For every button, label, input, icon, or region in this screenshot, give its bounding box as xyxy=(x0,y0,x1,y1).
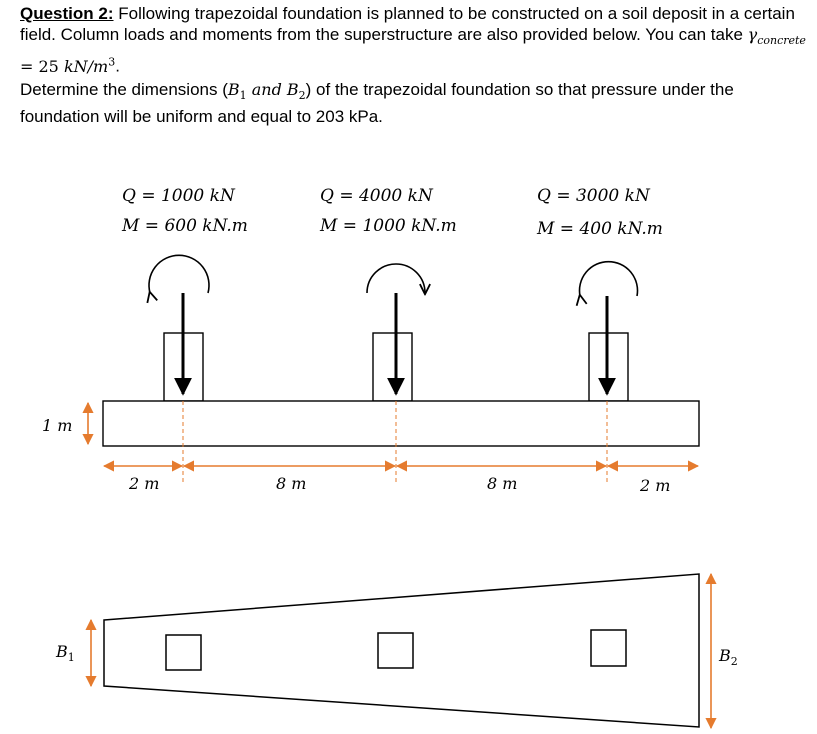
b1-label: $B_1$ xyxy=(56,642,75,664)
column-1-moment: M = 600 kN.m xyxy=(122,216,248,236)
b2-label: $B_2$ xyxy=(719,646,738,668)
b2-symbol: $B_2$ xyxy=(286,79,306,102)
column-3-plan xyxy=(591,630,626,666)
question-paragraph-2: Determine the dimensions ($B_1$ and $B_2$) of the trapezoidal foundation so that pressure under the foundation will be uniform and equal to 203 kPa. xyxy=(20,79,734,126)
column-1-plan xyxy=(166,635,201,670)
b1-symbol: $B_1$ xyxy=(227,79,247,102)
column-3-moment: M = 400 kN.m xyxy=(537,219,663,239)
column-3-labels xyxy=(536,186,663,239)
column-2-pedestal xyxy=(373,333,412,401)
moment-2-clockwise-icon xyxy=(367,264,425,293)
column-3-load: Q = 3000 kN xyxy=(537,186,650,206)
question-label: Question 2: xyxy=(20,4,114,23)
column-2-plan xyxy=(378,633,413,668)
thickness-label: 1 m xyxy=(42,416,73,435)
span-3-label: 8 m xyxy=(487,474,518,493)
question-intro: Following trapezoidal foundation is planned to be constructed on a soil deposit in a certain field. Column loads and moments from the superstructure are also provided below. You can take xyxy=(20,4,795,44)
column-1-load: Q = 1000 kN xyxy=(122,186,235,206)
column-2-labels xyxy=(319,186,457,236)
moment-3-counterclockwise-icon xyxy=(580,262,638,296)
footing-elevation xyxy=(103,401,699,446)
span-4-label: 2 m xyxy=(640,476,671,495)
column-2-load: Q = 4000 kN xyxy=(320,186,433,206)
question-paragraph-1: Question 2: Following trapezoidal foundation is planned to be constructed on a soil deposit in a certain field. Column loads and moments from the superstructure are also provided below. You can take $\gamma_{concrete} = 25$ $kN/m^3$. xyxy=(20,4,806,76)
span-2-label: 8 m xyxy=(276,474,307,493)
unit-weight-expression: $\gamma_{concrete} = 25$ $kN/m^3$ xyxy=(20,25,806,76)
column-2-moment: M = 1000 kN.m xyxy=(320,216,457,236)
span-1-label: 2 m xyxy=(129,474,160,493)
column-1-labels xyxy=(121,186,248,236)
moment-1-clockwise-icon xyxy=(149,255,209,293)
